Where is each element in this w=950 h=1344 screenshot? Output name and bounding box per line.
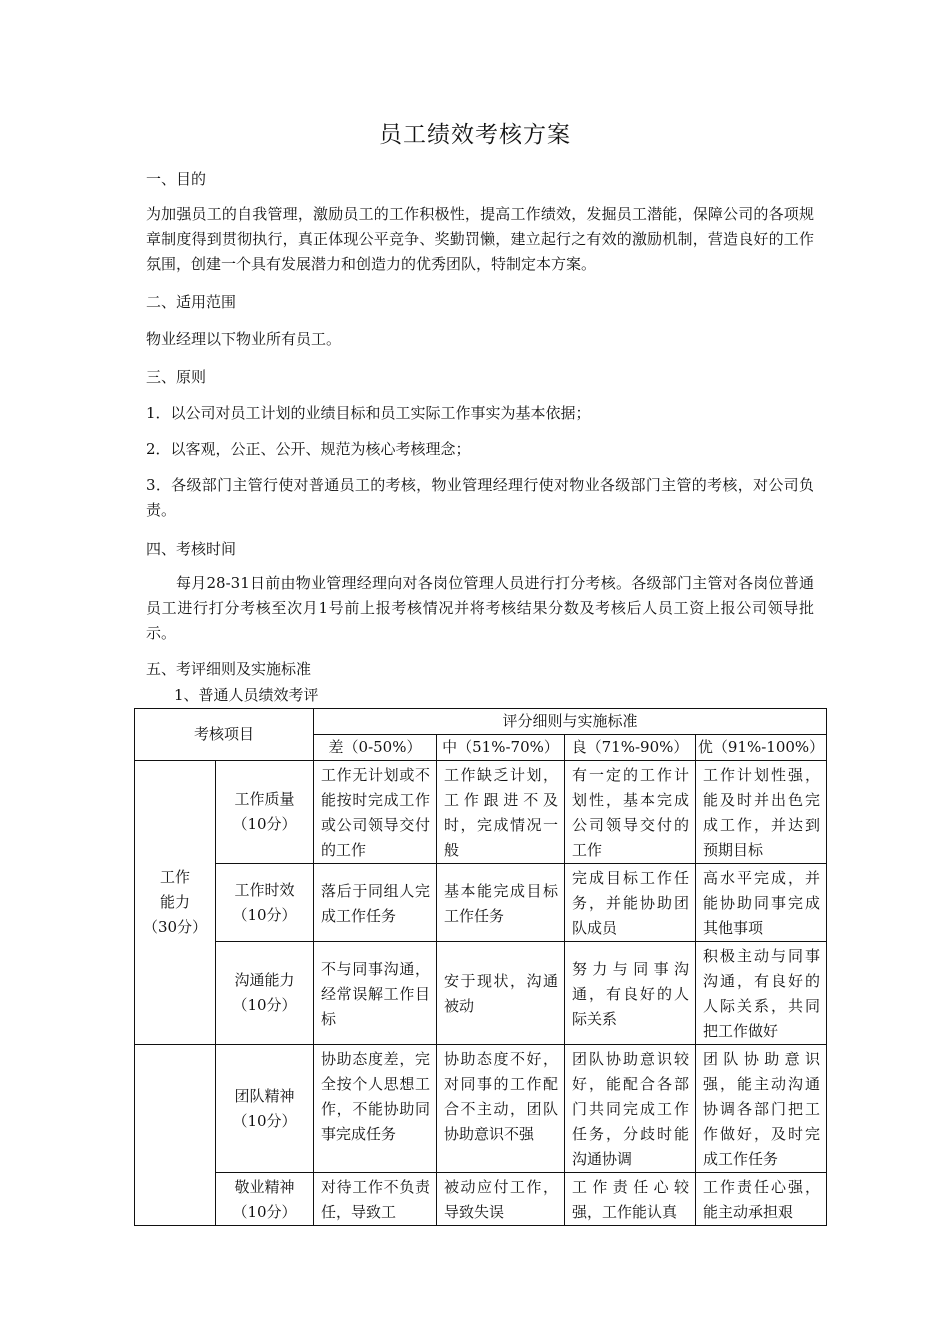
header-level-poor-label: 差（0-50%） bbox=[328, 738, 422, 756]
table-row bbox=[135, 1173, 827, 1226]
criteria-cell bbox=[696, 864, 827, 942]
header-group-label: 评分细则与实施标准 bbox=[502, 712, 638, 730]
section-body-scope: 物业经理以下物业所有员工。 bbox=[146, 330, 342, 348]
criteria-cell bbox=[314, 761, 437, 864]
header-group bbox=[314, 709, 827, 735]
category-empty bbox=[135, 1045, 216, 1226]
table-row bbox=[135, 942, 827, 1045]
criteria-text: 工作计划性强，能及时并出色完成工作，并达到预期目标 bbox=[703, 766, 821, 859]
criteria-cell bbox=[565, 761, 696, 864]
criteria-text: 有一定的工作计划性，基本完成公司领导交付的工作 bbox=[572, 766, 690, 859]
criteria-cell bbox=[696, 1173, 827, 1226]
header-level-fair-label: 中（51%-70%） bbox=[442, 738, 559, 756]
criteria-text: 高水平完成，并能协助同事完成其他事项 bbox=[703, 869, 821, 937]
category-work-ability bbox=[135, 761, 216, 1045]
principle-item-3: 3．各级部门主管行使对普通员工的考核，物业管理经理行使对物业各级部门主管的考核，对公司负责。 bbox=[146, 476, 814, 519]
table-row bbox=[135, 1045, 827, 1173]
criteria-cell bbox=[314, 864, 437, 942]
criteria-text: 完成目标工作任务，并能协助团队成员 bbox=[572, 869, 690, 937]
principle-item-2: 2．以客观，公正、公开、规范为核心考核理念； bbox=[146, 440, 471, 458]
section-heading-scope: 二、适用范围 bbox=[146, 293, 237, 311]
header-level-excellent-label: 优（91%-100%） bbox=[697, 738, 825, 756]
header-level-good bbox=[565, 735, 696, 761]
criteria-text: 团队协助意识较好，能配合各部门共同完成工作任务，分歧时能沟通协调 bbox=[572, 1050, 690, 1168]
criteria-text: 安于现状，沟通被动 bbox=[444, 972, 559, 1015]
principle-item-1: 1．以公司对员工计划的业绩目标和员工实际工作事实为基本依据； bbox=[146, 404, 591, 422]
criteria-text: 不与同事沟通，经常误解工作目标 bbox=[321, 959, 431, 1028]
item-cell bbox=[216, 1045, 314, 1173]
document-title: 员工绩效考核方案 bbox=[379, 122, 571, 148]
header-level-fair bbox=[437, 735, 565, 761]
category-line-3: （30分） bbox=[142, 918, 208, 936]
item-name: 工作时效 bbox=[234, 880, 295, 899]
section-heading-principles: 三、原则 bbox=[146, 368, 207, 386]
section-heading-standards: 五、考评细则及实施标准 bbox=[146, 660, 312, 678]
criteria-text: 团队协助意识强，能主动沟通协调各部门把工作做好，及时完成工作任务 bbox=[703, 1050, 821, 1168]
criteria-cell bbox=[437, 864, 565, 942]
criteria-text: 落后于同组人完成工作任务 bbox=[321, 881, 431, 925]
criteria-cell bbox=[696, 1045, 827, 1173]
item-score: （10分） bbox=[232, 996, 297, 1014]
criteria-text: 协助态度不好，对同事的工作配合不主动，团队协助意识不强 bbox=[444, 1050, 559, 1143]
section-body-purpose: 为加强员工的自我管理，激励员工的工作积极性，提高工作绩效，发掘员工潜能，保障公司的各项规章制度得到贯彻执行，真正体现公平竞争、奖勤罚懒，建立起行之有效的激励机制，营造良好的工作氛围，创建一个具有发展潜力和创造力的优秀团队，特制定本方案。 bbox=[146, 205, 814, 273]
header-level-excellent bbox=[696, 735, 827, 761]
criteria-text: 对待工作不负责任，导致工 bbox=[321, 1178, 431, 1221]
section-body-timing: 每月28-31日前由物业管理经理向对各岗位管理人员进行打分考核。各级部门主管对各岗位普通员工进行打分考核至次月1号前上报考核情况并将考核结果分数及考核后人员工资上报公司领导批示。 bbox=[146, 574, 814, 642]
header-level-good-label: 良（71%-90%） bbox=[571, 738, 689, 756]
section-heading-timing: 四、考核时间 bbox=[146, 540, 237, 558]
item-name: 工作质量 bbox=[234, 790, 295, 808]
criteria-text: 工作无计划或不能按时完成工作或公司领导交付的工作 bbox=[321, 766, 431, 859]
item-name: 敬业精神 bbox=[234, 1178, 295, 1196]
item-score: （10分） bbox=[232, 1111, 297, 1130]
criteria-cell bbox=[437, 761, 565, 864]
category-line-1: 工作 bbox=[159, 868, 190, 886]
header-level-poor bbox=[314, 735, 437, 761]
criteria-cell bbox=[437, 942, 565, 1045]
criteria-cell bbox=[696, 761, 827, 864]
criteria-cell bbox=[314, 942, 437, 1045]
criteria-text: 工作责任心较强，工作能认真 bbox=[572, 1178, 690, 1221]
table-row bbox=[135, 864, 827, 942]
criteria-cell bbox=[565, 1045, 696, 1173]
criteria-cell bbox=[314, 1173, 437, 1226]
section-heading-purpose: 一、目的 bbox=[146, 170, 207, 188]
header-item-label: 考核项目 bbox=[194, 725, 255, 743]
criteria-text: 努力与同事沟通，有良好的人际关系 bbox=[572, 959, 690, 1028]
evaluation-table bbox=[134, 708, 827, 1226]
criteria-text: 工作责任心强，能主动承担艰 bbox=[703, 1178, 821, 1221]
criteria-text: 协助态度差，完全按个人思想工作，不能协助同事完成任务 bbox=[321, 1050, 431, 1143]
criteria-cell bbox=[314, 1045, 437, 1173]
criteria-text: 积极主动与同事沟通，有良好的人际关系，共同把工作做好 bbox=[703, 947, 821, 1040]
item-cell bbox=[216, 761, 314, 864]
item-cell bbox=[216, 942, 314, 1045]
category-line-2: 能力 bbox=[159, 893, 190, 911]
table-row bbox=[135, 761, 827, 864]
header-item bbox=[135, 709, 314, 761]
criteria-cell bbox=[565, 942, 696, 1045]
criteria-text: 工作缺乏计划，工作跟进不及时，完成情况一般 bbox=[444, 766, 559, 859]
section-subheading-standards: 1、普通人员绩效考评 bbox=[174, 686, 319, 704]
criteria-cell bbox=[565, 864, 696, 942]
item-cell bbox=[216, 864, 314, 942]
item-score: （10分） bbox=[232, 1203, 297, 1221]
item-score: （10分） bbox=[232, 815, 297, 833]
criteria-text: 被动应付工作，导致失误 bbox=[444, 1178, 559, 1221]
criteria-cell bbox=[565, 1173, 696, 1226]
item-name: 团队精神 bbox=[234, 1086, 295, 1105]
criteria-cell bbox=[696, 942, 827, 1045]
criteria-cell bbox=[437, 1045, 565, 1173]
criteria-text: 基本能完成目标工作任务 bbox=[444, 881, 559, 925]
item-score: （10分） bbox=[232, 905, 297, 924]
item-cell bbox=[216, 1173, 314, 1226]
criteria-cell bbox=[437, 1173, 565, 1226]
item-name: 沟通能力 bbox=[234, 971, 295, 989]
